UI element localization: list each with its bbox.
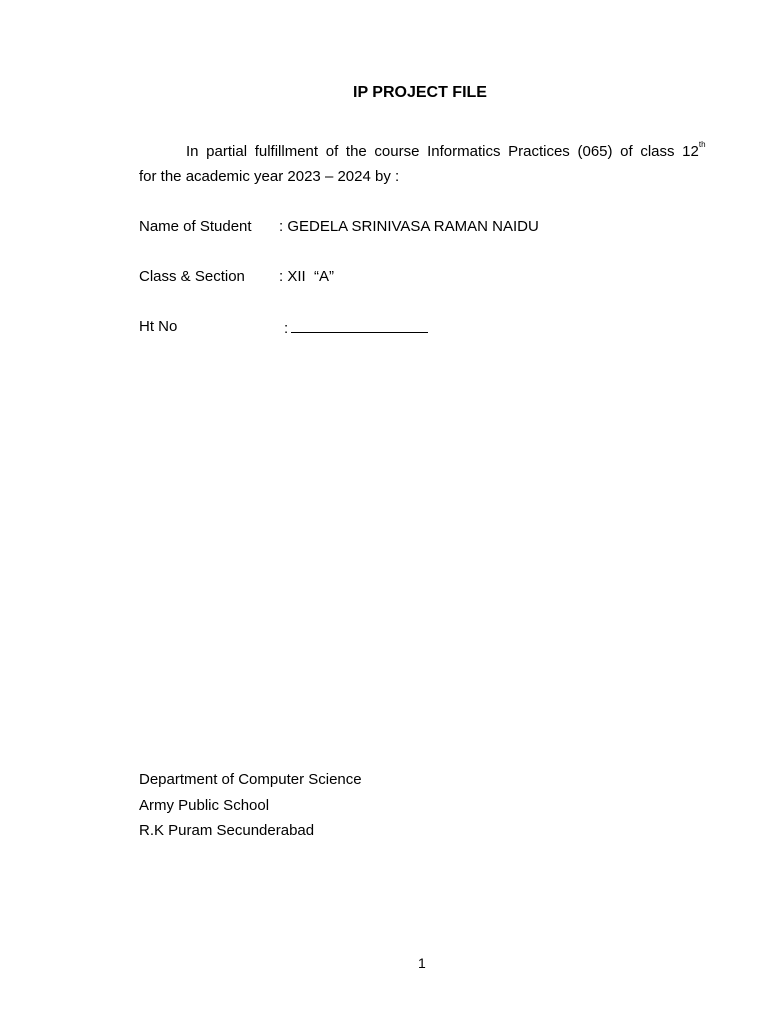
ht-no-label: Ht No: [139, 318, 178, 335]
superscript-th: th: [698, 140, 706, 149]
document-title: IP PROJECT FILE: [353, 84, 487, 101]
ht-no-colon: :: [284, 320, 289, 337]
footer-department: Department of Computer Science: [139, 771, 362, 788]
footer-address: R.K Puram Secunderabad: [139, 822, 315, 839]
ht-no-blank-line: [291, 318, 428, 333]
intro-line-2: for the academic year 2023 – 2024 by :: [139, 168, 400, 185]
footer-school: Army Public School: [139, 797, 270, 814]
ht-no-field: [284, 318, 428, 337]
intro-line-1: [186, 140, 706, 160]
page-number: 1: [418, 955, 426, 971]
class-section-value: : XII “A”: [279, 268, 335, 285]
class-section-label: Class & Section: [139, 268, 245, 285]
student-name-value: : GEDELA SRINIVASA RAMAN NAIDU: [279, 218, 539, 235]
student-name-label: Name of Student: [139, 218, 252, 235]
intro-text: In partial fulfillment of the course Informatics Practices (065) of class 12: [186, 143, 699, 160]
